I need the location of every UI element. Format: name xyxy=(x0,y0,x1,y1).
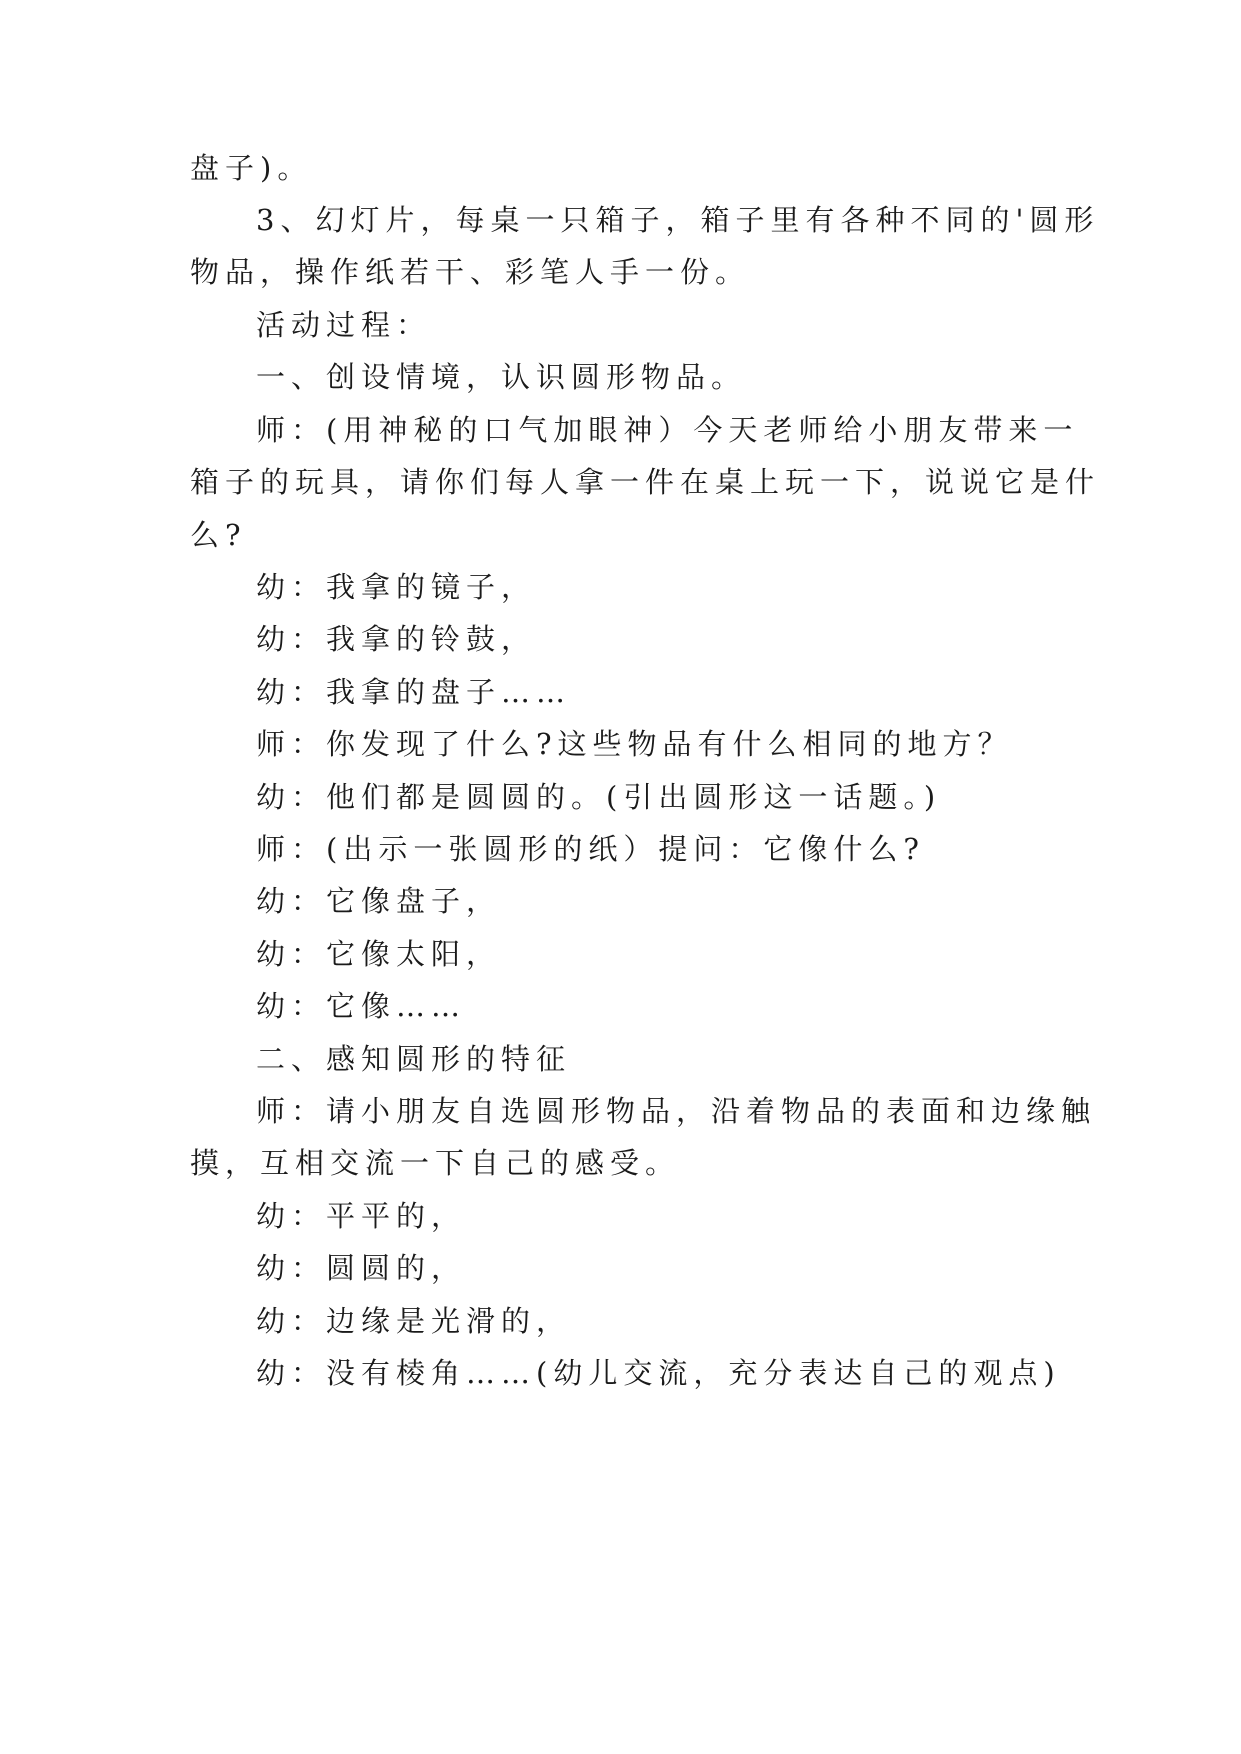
text-line: 幼：没有棱角……(幼儿交流，充分表达自己的观点) xyxy=(256,1356,1061,1390)
text-line: 师：(出示一张圆形的纸）提问：它像什么? xyxy=(256,832,925,866)
text-line: 师：请小朋友自选圆形物品，沿着物品的表面和边缘触 xyxy=(256,1094,1097,1128)
text-line: 幼：我拿的盘子…… xyxy=(256,675,572,709)
text-line: 盘子)。 xyxy=(190,151,313,185)
text-line: 么? xyxy=(190,518,247,552)
text-line: 活动过程： xyxy=(256,308,432,342)
text-line: 师：你发现了什么?这些物品有什么相同的地方？ xyxy=(256,727,1013,761)
text-line: 幼：边缘是光滑的， xyxy=(256,1304,572,1338)
section-heading: 一、创设情境，认识圆形物品。 xyxy=(256,360,747,394)
text-line: 幼：圆圆的， xyxy=(256,1251,467,1285)
text-line: 物品，操作纸若干、彩笔人手一份。 xyxy=(190,255,751,289)
section-heading: 二、感知圆形的特征 xyxy=(256,1042,572,1076)
text-line: 师：(用神秘的口气加眼神）今天老师给小朋友带来一 xyxy=(256,413,1079,447)
text-line: 幼：平平的， xyxy=(256,1199,467,1233)
text-line: 幼：我拿的铃鼓， xyxy=(256,622,537,656)
text-line: 3、幻灯片，每桌一只箱子，箱子里有各种不同的'圆形 xyxy=(256,203,1100,237)
text-line: 箱子的玩具，请你们每人拿一件在桌上玩一下，说说它是什 xyxy=(190,465,1101,499)
text-line: 摸，互相交流一下自己的感受。 xyxy=(190,1146,681,1180)
text-line: 幼：我拿的镜子， xyxy=(256,570,537,604)
text-line: 幼：它像太阳， xyxy=(256,937,502,971)
text-line: 幼：他们都是圆圆的。(引出圆形这一话题。) xyxy=(256,780,942,814)
text-line: 幼：它像盘子， xyxy=(256,884,502,918)
text-line: 幼：它像…… xyxy=(256,989,467,1023)
